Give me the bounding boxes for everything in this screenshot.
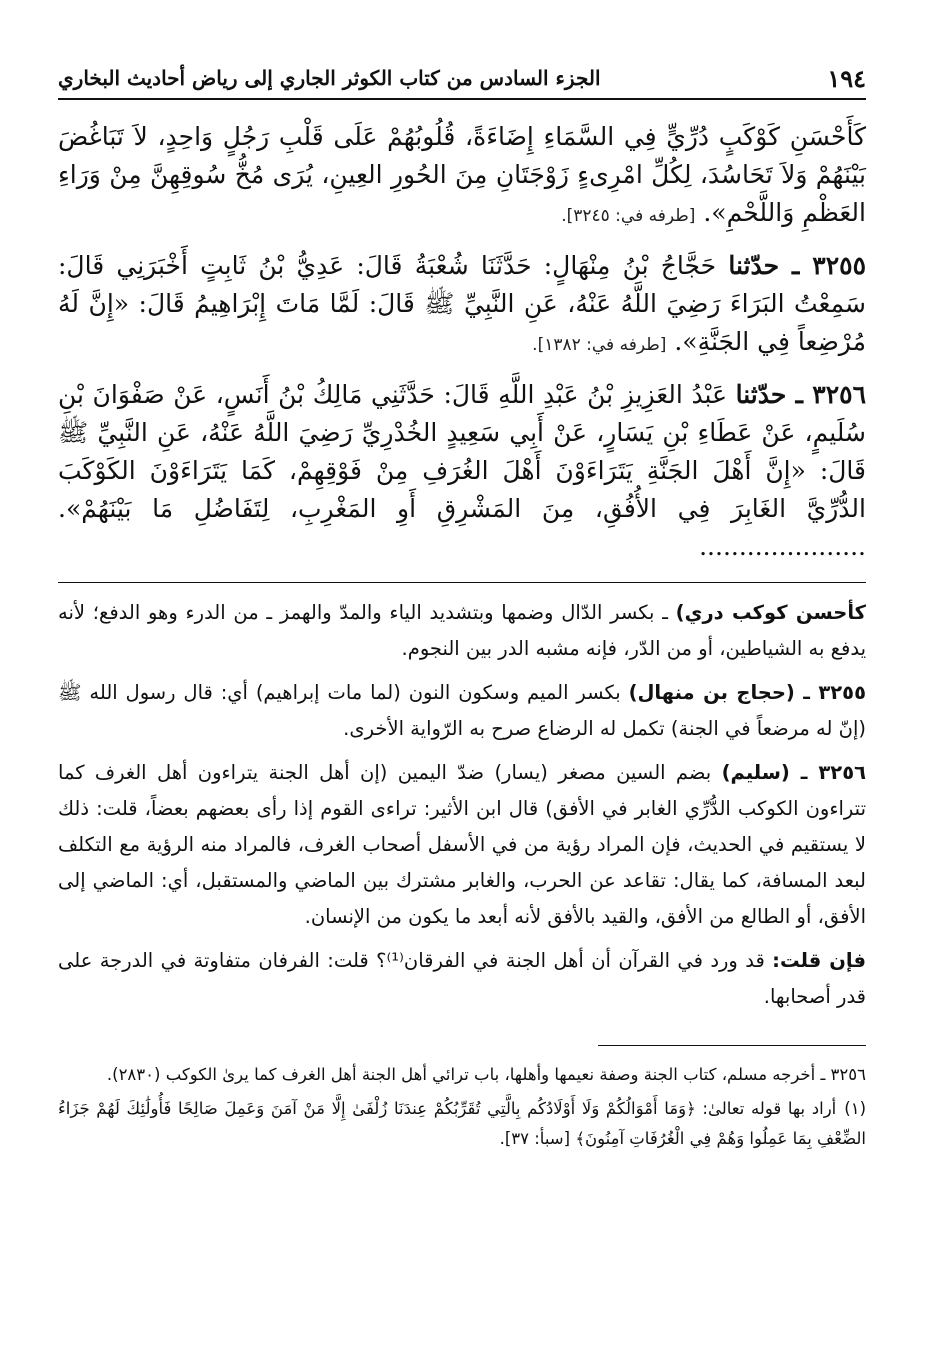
hadith-3256	[58, 376, 866, 566]
commentary-text: بكسر الميم وسكون النون (لما مات إبراهيم) أي: قال رسول الله ﷺ (إنّ له مرضعاً في الجنة) تكمل له الرضاع صرح به الرّواية الأخرى.	[58, 681, 866, 740]
page-header	[58, 58, 866, 100]
footnote	[58, 1060, 866, 1090]
footnote	[58, 1094, 866, 1154]
hadith-number-label: ٣٢٥٥ ـ حدّثنا	[728, 251, 866, 280]
commentary-lemma: فإن قلت:	[772, 949, 866, 972]
hadith-text: كَأَحْسَنِ كَوْكَبٍ دُرِّيٍّ فِي السَّمَاءِ إِضَاءَةً، قُلُوبُهُمْ عَلَى قَلْبِ رَجُلٍ وَاحِدٍ، لاَ تَبَاغُضَ بَيْنَهُمْ وَلاَ تَحَاسُدَ، لِكُلِّ امْرِىءٍ زَوْجَتَانِ مِنَ الحُورِ العِينِ، يُرَى مُخُّ سُوقِهِنَّ مِنْ وَرَاءِ العَظْمِ وَاللَّحْمِ».	[58, 122, 866, 227]
commentary-text: بضم السين مصغر (يسار) ضدّ اليمين (إن أهل الجنة يتراءون أهل الغرف كما تتراءون الكوكب الدُّرِّي الغابر في الأفق) قال ابن الأثير: تراءى القوم إذا رأى بعضهم بعضاً، قلت: ذلك لا يستقيم في الحديث، فإن المراد رؤية من في الأسفل أصحاب الغرف، فالمراد منه الرؤية مع التكلف لبعد المسافة، كما يقال: تقاعد عن الحرب، والغابر مشترك بين الماضي والمستقبل، أي: الماضي إلى الأفق، أو الطالع من الأفق، والقيد بالأفق لأنه أبعد ما يكون من الإنسان.	[58, 761, 866, 928]
commentary-paragraph	[58, 943, 866, 1015]
commentary-lemma: كأحسن كوكب دري)	[675, 601, 866, 624]
footnote-divider	[598, 1045, 866, 1046]
text-commentary-divider	[58, 582, 866, 583]
commentary-text: قد ورد في القرآن أن أهل الجنة في الفرقان⁽¹⁾؟ قلت: الفرفان متفاوتة في الدرجة على قدر أصحابها.	[58, 949, 866, 1008]
commentary-lemma: ٣٢٥٦ ـ (سليم)	[721, 761, 866, 784]
hadith-reference: [طرفه في: ١٣٨٢].	[532, 335, 667, 355]
hadith-number-label: ٣٢٥٦ ـ حدّثنا	[735, 380, 866, 409]
hadith-continuation	[58, 118, 866, 235]
hadith-text: حَجَّاجُ بْنُ مِنْهَالٍ: حَدَّثَنَا شُعْبَةُ قَالَ: عَدِيُّ بْنُ ثَابِتٍ أَخْبَرَنِي قَالَ: سَمِعْتُ البَرَاءَ رَضِيَ اللَّهُ عَنْهُ، عَنِ النَّبِيِّ ﷺ قَالَ: لَمَّا مَاتَ إِبْرَاهِيمُ قَالَ: «إِنَّ لَهُ مُرْضِعاً فِي الجَنَّةِ».	[58, 251, 866, 356]
hadith-text: عَبْدُ العَزِيزِ بْنُ عَبْدِ اللَّهِ قَالَ: حَدَّثَنِي مَالِكُ بْنُ أَنَسٍ، عَنْ صَفْوَانَ بْنِ سُلَيمٍ، عَنْ عَطَاءِ بْنِ يَسَارٍ، عَنْ أَبِي سَعِيدٍ الخُدْرِيِّ رَضِيَ اللَّهُ عَنْهُ، عَنِ النَّبِيِّ ﷺ قَالَ: «إِنَّ أَهْلَ الجَنَّةِ يَتَرَاءَوْنَ أَهْلَ الغُرَفِ مِنْ فَوْقِهِمْ، كَمَا يَتَرَاءَوْنَ الكَوْكَبَ الدُّرِّيَّ الغَابِرَ فِي الأُفُقِ، مِنَ المَشْرِقِ أَوِ المَغْرِبِ، لِتَفَاضُلِ مَا بَيْنَهُمْ». .....................	[58, 380, 866, 561]
commentary-section	[58, 595, 866, 1015]
book-page	[58, 58, 866, 1338]
footnote-marker: (١)	[844, 1099, 866, 1118]
commentary-text: ـ بكسر الدّال وضمها وبتشديد الياء والمدّ والهمز ـ من الدرء وهو الدفع؛ لأنه يدفع به الشياطين، أو من الدّر، فإنه مشبه الدر بين النجوم.	[58, 601, 866, 660]
footnote-text: أراد بها قوله تعالىٰ: ﴿وَمَا أَمْوَالُكُمْ وَلَا أَوْلَادُكُم بِالَّتِي تُقَرِّبُكُمْ عِندَنَا زُلْفَىٰ إِلَّا مَنْ آمَنَ وَعَمِلَ صَالِحًا فَأُولَٰئِكَ لَهُمْ جَزَاءُ الضِّعْفِ بِمَا عَمِلُوا وَهُمْ فِي الْغُرُفَاتِ آمِنُونَ﴾ [سبأ: ٣٧].	[58, 1099, 866, 1148]
commentary-lemma: ٣٢٥٥ ـ (حجاج بن منهال)	[628, 681, 866, 704]
commentary-paragraph	[58, 675, 866, 747]
commentary-paragraph	[58, 595, 866, 667]
running-title: الجزء السادس من كتاب الكوثر الجاري إلى رياض أحاديث البخاري	[58, 66, 601, 90]
page-number: ١٩٤	[827, 64, 866, 93]
commentary-paragraph	[58, 755, 866, 935]
hadith-reference: [طرفه في: ٣٢٤٥].	[561, 206, 696, 226]
footnotes-section	[58, 1060, 866, 1154]
footnote-text: ٣٢٥٦ ـ أخرجه مسلم، كتاب الجنة وصفة نعيمها وأهلها، باب ترائي أهل الجنة أهل الغرف كما يرىٰ الكوكب (٢٨٣٠).	[106, 1065, 866, 1084]
hadith-3255	[58, 247, 866, 364]
